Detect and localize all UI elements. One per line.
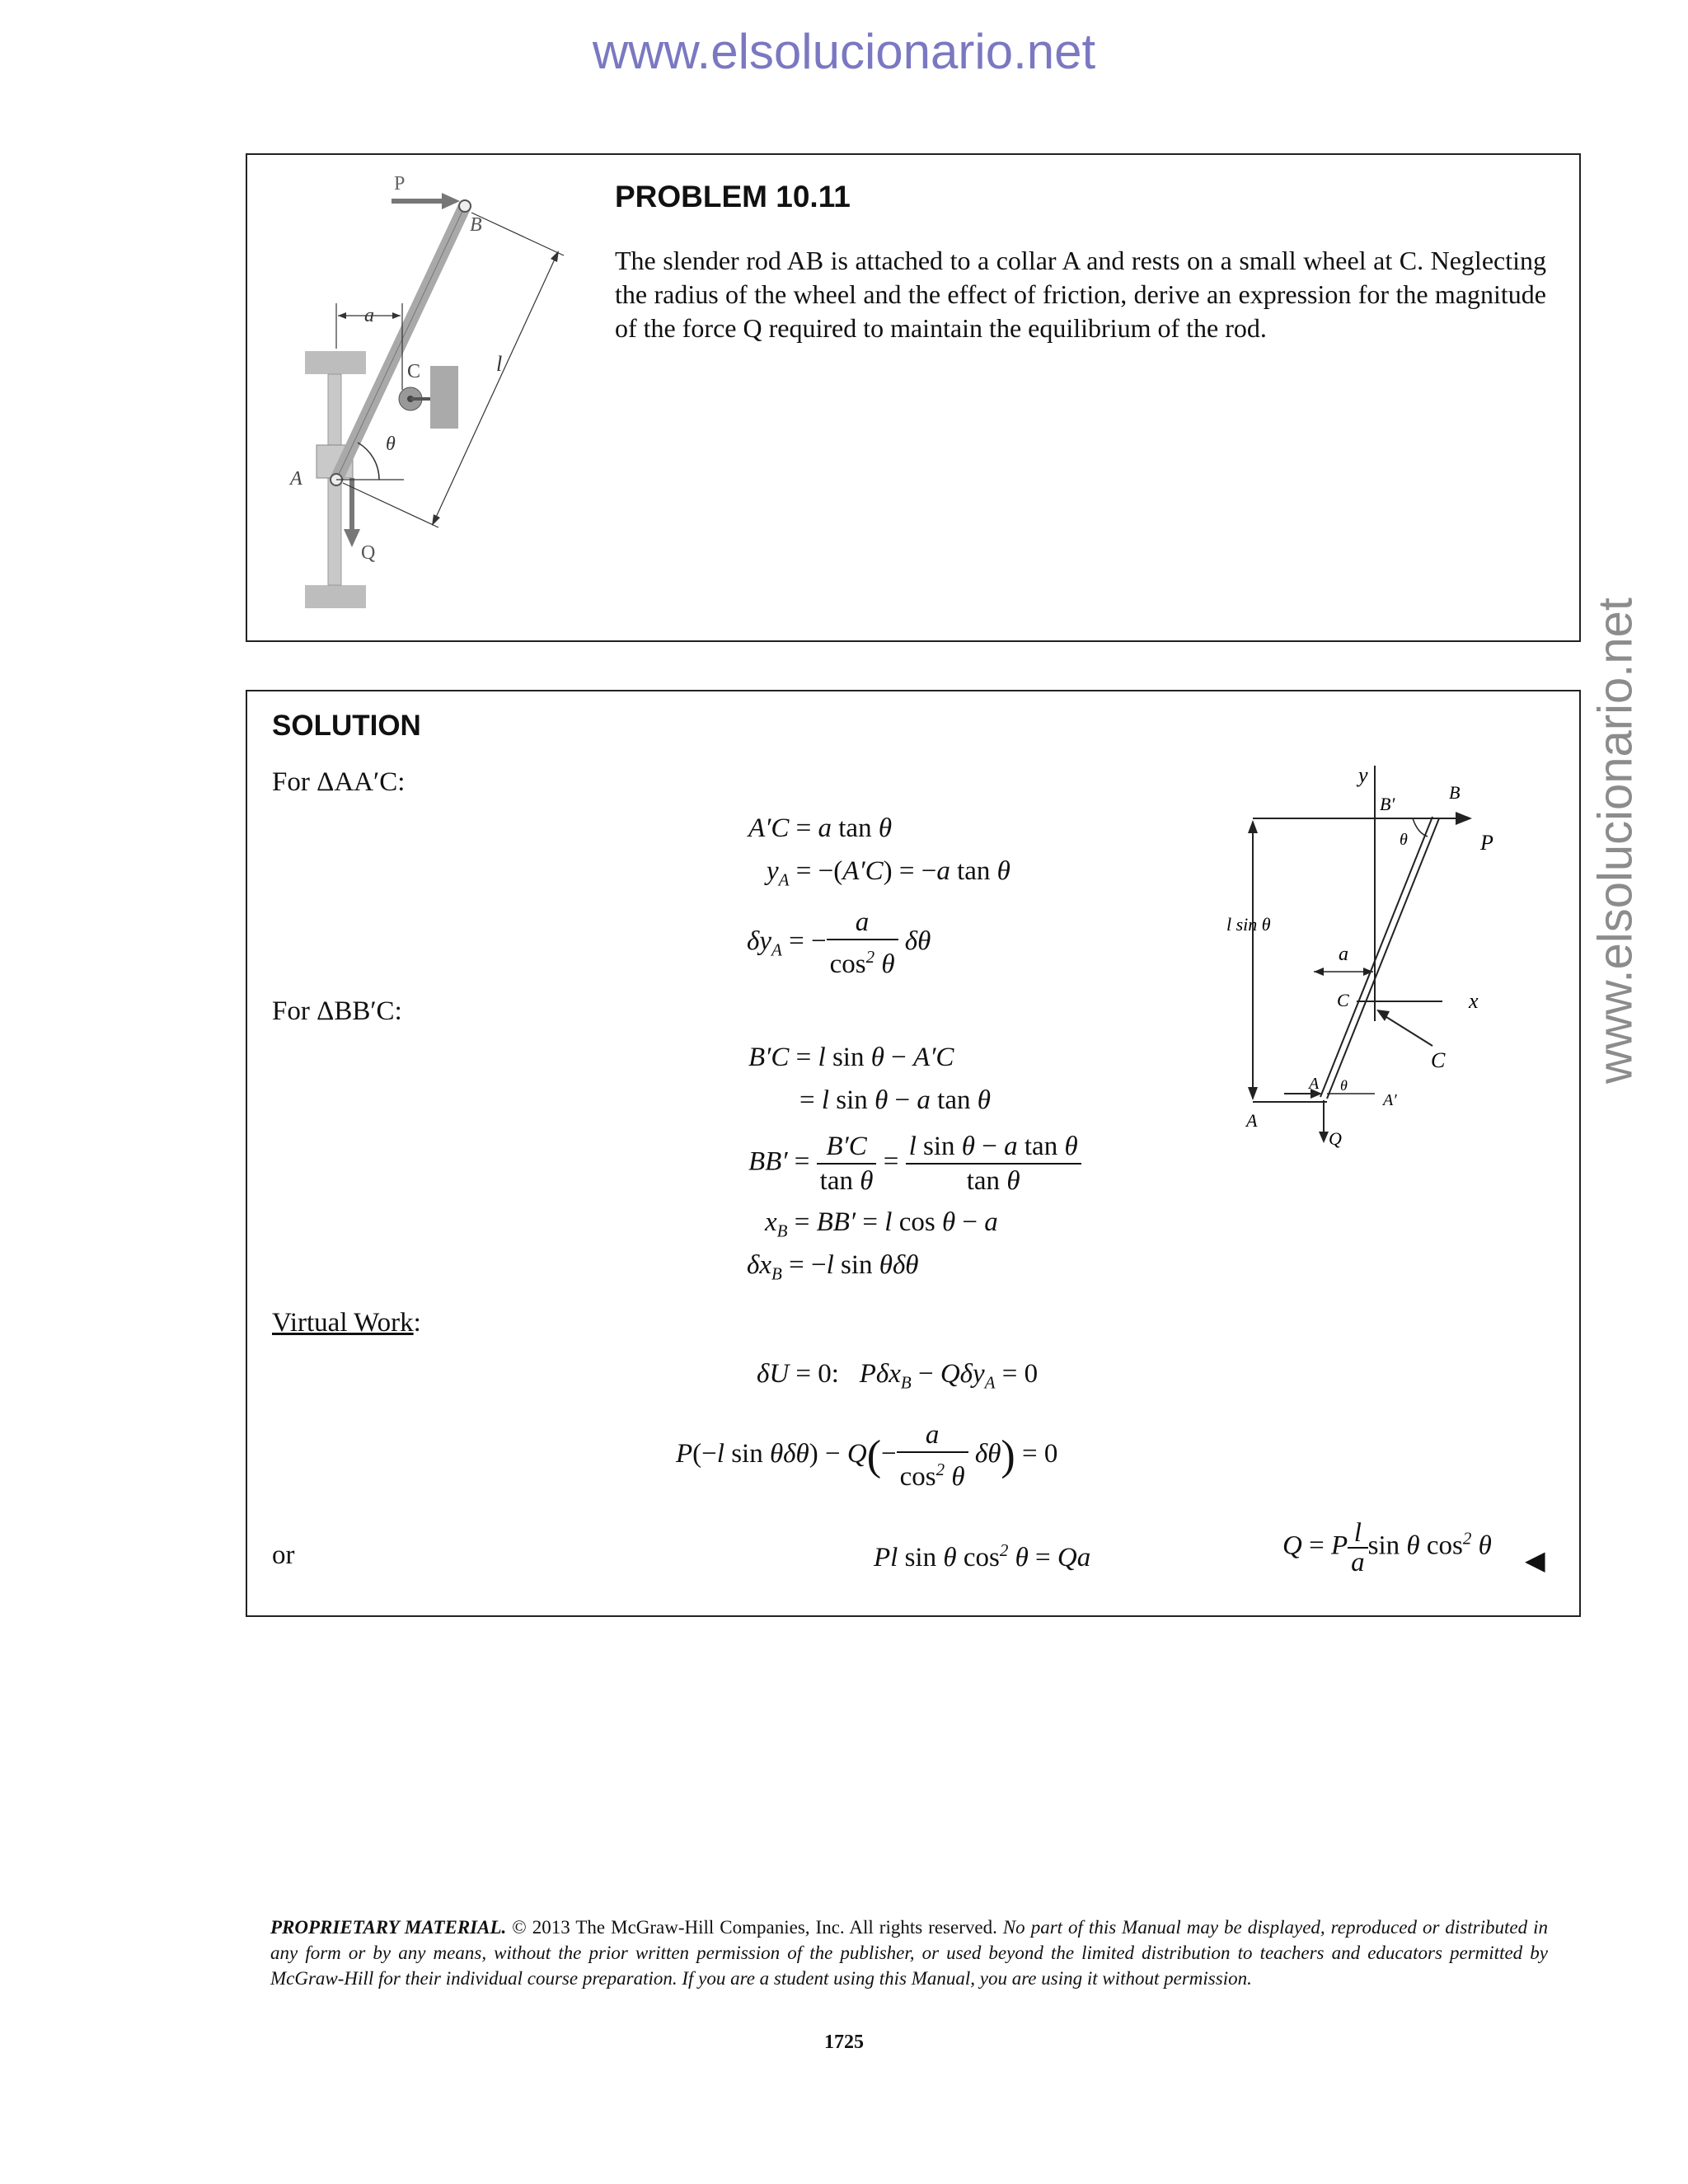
theta-arc bbox=[358, 443, 379, 480]
eq-result-1: Pl sin θ $\cos^2 \theta = Qa$ bbox=[874, 1540, 1091, 1572]
sketch-rod-1 bbox=[1320, 817, 1432, 1097]
eq-vw-expand: P(−l sin θδθ) − Q(− $\frac{a}{\cos^2 \theta}$ δθ) = 0 bbox=[676, 1420, 1058, 1492]
footer-bold: PROPRIETARY MATERIAL. bbox=[270, 1917, 507, 1938]
sketch-label-y: y bbox=[1358, 763, 1368, 787]
fig-label-p: P bbox=[394, 173, 406, 194]
eq-result-final: Q = P $\frac{l}{a}$ sin θ $\cos^2 \theta$ bbox=[1282, 1518, 1492, 1577]
eq-ac: A′C = a tan θ bbox=[748, 813, 893, 843]
footer-italic: No part of this Manual may be displayed, reproduced or distributed in any form or by any means, without the prior written permission of the publisher, or used beyond the limited distribution to teachers and educators permitted by McGraw-Hill for their individual course preparation. If you are a student using this Manual, you are using it without permission. bbox=[270, 1917, 1548, 1989]
dim-l-ext-bottom bbox=[343, 483, 438, 527]
fig-label-c: C bbox=[407, 361, 421, 382]
solution-box bbox=[246, 690, 1581, 1617]
eq-ya: $y_A = -(A'C) = -a$ tan θ bbox=[767, 856, 1010, 890]
dim-l-ext-top bbox=[471, 213, 564, 255]
problem-text: The slender rod AB is attached to a collar A and rests on a small wheel at C. Neglecting the radius of the wheel and the effect of friction, derive an expression for the magnitude of the force Q required to maintain the equilibrium of the rod. bbox=[615, 246, 1546, 343]
sketch-a-dim-arrow-left bbox=[1314, 968, 1324, 976]
pin-b bbox=[459, 200, 471, 212]
support-bottom bbox=[305, 585, 366, 608]
sketch-label-p: P bbox=[1480, 831, 1493, 855]
problem-title: PROBLEM 10.11 bbox=[615, 180, 851, 213]
fig-label-a: A bbox=[290, 468, 302, 490]
label-for-bbc: For ΔBB′C: bbox=[272, 996, 402, 1026]
sketch-lsin-arrow-bottom bbox=[1248, 1087, 1258, 1100]
footer-notice bbox=[270, 1915, 1548, 1991]
dim-a-arrow-right bbox=[392, 312, 401, 319]
watermark-side-text: www.elsolucionario.net bbox=[1588, 598, 1643, 1084]
answer-marker-icon: ◀ bbox=[1525, 1545, 1545, 1575]
problem-figure bbox=[247, 155, 593, 616]
fig-label-b: B bbox=[470, 214, 482, 236]
virtual-work-text: Virtual Work bbox=[272, 1308, 414, 1338]
rod-ab-edge bbox=[336, 206, 465, 480]
wheel-block bbox=[430, 366, 458, 429]
sketch-label-theta-top: θ bbox=[1400, 831, 1408, 849]
sketch-lsin-arrow-top bbox=[1248, 820, 1258, 833]
sketch-label-q: Q bbox=[1329, 1128, 1342, 1149]
sketch-label-a: a bbox=[1339, 944, 1348, 965]
watermark-top: www.elsolucionario.net bbox=[592, 24, 1096, 79]
eq-xb: $x_B = BB' = l$ cos θ − a bbox=[765, 1207, 998, 1241]
sketch-label-ap: A′ bbox=[1383, 1091, 1397, 1109]
sketch-label-a-force: A bbox=[1246, 1110, 1258, 1131]
eq-bb: BB′ = $\frac{B'C}{\text{tan θ}}$ = $\frac{\text{l sin θ − a tan θ}}{\text{tan θ}}$ bbox=[748, 1130, 1081, 1197]
page-number: 1725 bbox=[824, 2032, 864, 2053]
q-arrow-head bbox=[344, 529, 360, 547]
sketch-label-bp: B′ bbox=[1380, 794, 1395, 814]
sketch-c-force bbox=[1380, 1013, 1432, 1046]
eq-bc: B′C = l sin θ − A′C bbox=[748, 1043, 954, 1072]
sketch-p-arrow-head bbox=[1456, 812, 1472, 825]
fig-label-q: Q bbox=[361, 542, 376, 564]
label-or: or bbox=[272, 1540, 295, 1570]
dim-a-arrow-left bbox=[338, 312, 346, 319]
solution-sketch bbox=[1226, 757, 1533, 1186]
eq-bc-2: = l sin θ − a tan θ bbox=[799, 1085, 991, 1115]
support-top bbox=[305, 351, 366, 374]
eq-delta-ya: $\delta y_A$ = − $\frac{a}{\cos^2 \theta}$ δθ bbox=[747, 907, 931, 979]
dim-l-arrow-bottom bbox=[432, 514, 440, 526]
sketch-label-x: x bbox=[1469, 989, 1479, 1013]
fig-label-a-dim: a bbox=[364, 305, 374, 326]
sketch-label-lsin: l sin θ bbox=[1226, 914, 1271, 935]
fig-label-l: l bbox=[496, 352, 503, 376]
problem-box bbox=[246, 153, 1581, 642]
sketch-c-force-head bbox=[1376, 1010, 1390, 1021]
label-virtual-work: Virtual Work: bbox=[272, 1308, 421, 1338]
dim-l-arrow-top bbox=[551, 251, 559, 262]
sketch-label-cf: C bbox=[1431, 1048, 1446, 1072]
sketch-label-c: C bbox=[1337, 990, 1349, 1010]
sketch-label-theta-bottom: θ bbox=[1340, 1077, 1348, 1094]
sketch-label-b: B bbox=[1449, 782, 1461, 803]
footer-normal: © 2013 The McGraw-Hill Companies, Inc. All rights reserved. bbox=[506, 1917, 1003, 1938]
eq-du: δU = 0: Pδx$_B$ − Qδy$_A$ = 0 bbox=[757, 1359, 1039, 1393]
fig-label-theta: θ bbox=[386, 434, 396, 455]
sketch-q-force-head bbox=[1319, 1132, 1329, 1143]
label-for-aac: For ΔAA′C: bbox=[272, 767, 406, 797]
solution-title: SOLUTION bbox=[272, 710, 421, 742]
eq-delta-xb: $\delta x_B = -l$ sin θδθ bbox=[747, 1250, 919, 1284]
sketch-label-a-point: A bbox=[1309, 1075, 1320, 1093]
